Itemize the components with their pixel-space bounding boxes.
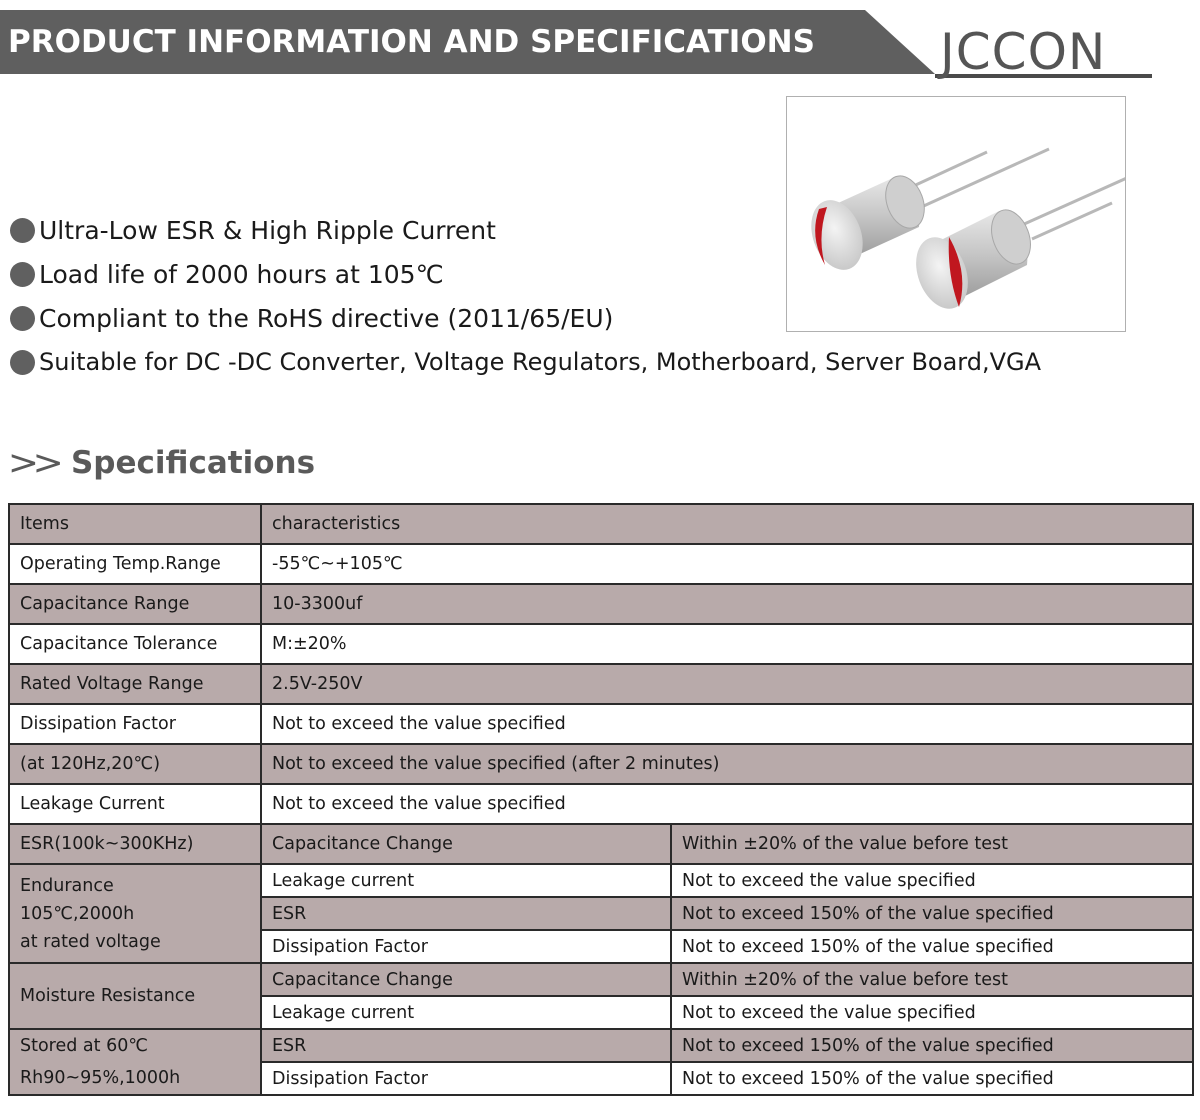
row-item: Leakage Current xyxy=(9,784,261,824)
row-value: Not to exceed the value specified xyxy=(261,704,1193,744)
bullet-icon xyxy=(10,218,35,243)
table-row xyxy=(9,584,1193,624)
row-value: Not to exceed 150% of the value specified xyxy=(671,1029,1193,1062)
feature-text: Ultra-Low ESR & High Ripple Current xyxy=(39,215,496,245)
bullet-icon xyxy=(10,306,35,331)
row-item: Rated Voltage Range xyxy=(9,664,261,704)
row-value: M:±20% xyxy=(261,624,1193,664)
stored-item xyxy=(9,1029,261,1095)
bullet-icon xyxy=(10,350,35,375)
stored-line: Stored at 60℃ xyxy=(20,1036,148,1056)
feature-item xyxy=(10,340,1041,384)
row-value: Not to exceed the value specified xyxy=(671,864,1193,897)
row-item: ESR(100k~300KHz) xyxy=(9,824,261,864)
specifications-table xyxy=(8,503,1194,1096)
double-chevron-right-icon: >> xyxy=(7,443,58,483)
column-header-items: Items xyxy=(9,504,261,544)
row-param: Dissipation Factor xyxy=(261,930,671,963)
row-value: Not to exceed 150% of the value specified xyxy=(671,1062,1193,1095)
row-value: Within ±20% of the value before test xyxy=(671,963,1193,996)
row-value: Not to exceed the value specified xyxy=(671,996,1193,1029)
feature-list xyxy=(10,208,1041,384)
row-param: Capacitance Change xyxy=(261,824,671,864)
table-row xyxy=(9,544,1193,584)
endurance-line: at rated voltage xyxy=(20,931,161,952)
header-banner xyxy=(0,10,1200,82)
row-value: Not to exceed the value specified (after 2 minutes) xyxy=(261,744,1193,784)
row-param: ESR xyxy=(261,1029,671,1062)
table-row xyxy=(9,664,1193,704)
row-value: Not to exceed 150% of the value specified xyxy=(671,897,1193,930)
table-row-esr xyxy=(9,824,1193,864)
feature-item xyxy=(10,208,1041,252)
feature-text: Compliant to the RoHS directive (2011/65/EU) xyxy=(39,303,614,333)
row-param: Leakage current xyxy=(261,864,671,897)
row-value: Within ±20% of the value before test xyxy=(671,824,1193,864)
row-param: Leakage current xyxy=(261,996,671,1029)
bullet-icon xyxy=(10,262,35,287)
table-row-stored xyxy=(9,1029,1193,1062)
row-item: Dissipation Factor xyxy=(9,704,261,744)
row-item: Capacitance Tolerance xyxy=(9,624,261,664)
table-row xyxy=(9,784,1193,824)
table-row-endurance xyxy=(9,864,1193,897)
endurance-line: 105℃,2000h xyxy=(20,903,135,924)
feature-text: Suitable for DC -DC Converter, Voltage Regulators, Motherboard, Server Board,VGA xyxy=(39,348,1042,376)
row-value: Not to exceed the value specified xyxy=(261,784,1193,824)
row-item: (at 120Hz,20℃) xyxy=(9,744,261,784)
brand-logo: JCCON xyxy=(940,23,1107,81)
endurance-line: Endurance xyxy=(20,875,114,896)
page-title: PRODUCT INFORMATION AND SPECIFICATIONS xyxy=(8,24,815,60)
feature-text: Load life of 2000 hours at 105℃ xyxy=(39,259,444,289)
column-header-characteristics: characteristics xyxy=(261,504,1193,544)
row-param: Capacitance Change xyxy=(261,963,671,996)
section-heading-text: Specifications xyxy=(70,445,316,481)
row-param: Dissipation Factor xyxy=(261,1062,671,1095)
table-row xyxy=(9,704,1193,744)
feature-item xyxy=(10,252,1041,296)
row-value: 10-3300uf xyxy=(261,584,1193,624)
table-header-row xyxy=(9,504,1193,544)
row-item: Capacitance Range xyxy=(9,584,261,624)
row-param: ESR xyxy=(261,897,671,930)
table-row xyxy=(9,744,1193,784)
row-item: Operating Temp.Range xyxy=(9,544,261,584)
section-heading xyxy=(7,443,316,483)
row-value: -55℃~+105℃ xyxy=(261,544,1193,584)
row-value: Not to exceed 150% of the value specified xyxy=(671,930,1193,963)
table-row xyxy=(9,624,1193,664)
feature-item xyxy=(10,296,1041,340)
stored-line: Rh90~95%,1000h xyxy=(20,1068,181,1088)
moisture-item: Moisture Resistance xyxy=(9,963,261,1029)
endurance-item xyxy=(9,864,261,963)
row-value: 2.5V-250V xyxy=(261,664,1193,704)
table-row-moisture xyxy=(9,963,1193,996)
